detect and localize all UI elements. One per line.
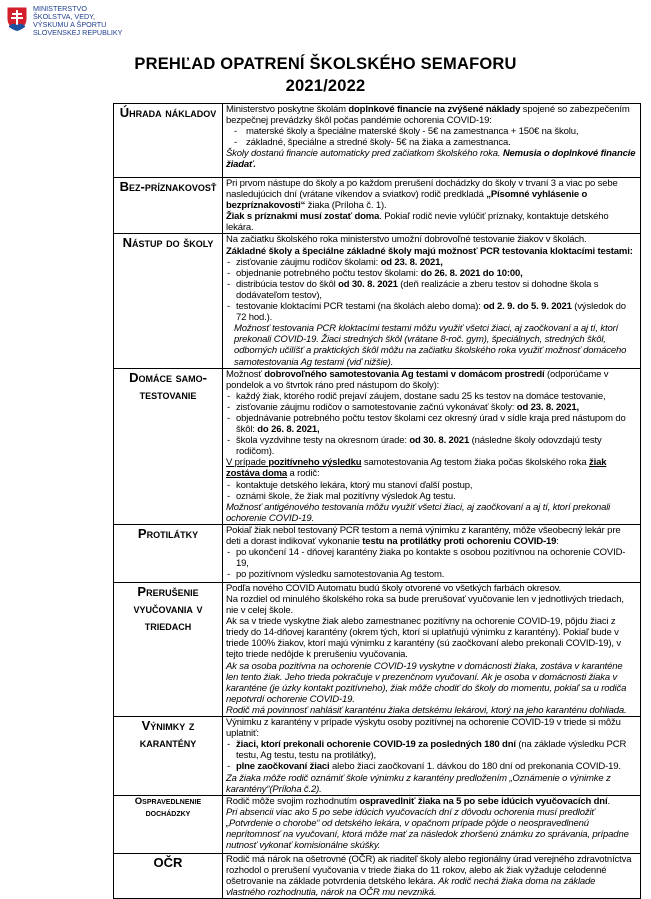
row-ospravedlnenie <box>114 795 641 853</box>
list-item: - objednanie potrebného počtu testov školami: do 26. 8. 2021 do 10:00, <box>226 268 637 279</box>
row-content: Rodič má nárok na ošetrovné (OČR) ak riaditeľ školy alebo regionálny úrad verejného zdravotníctva rozhodol o prerušení vyučovania v triede žiaka do 11 rokov, alebo ak žiak vyžaduje celodenné ošetrovanie na základe potvrdenia detského lekára. Ak rodič nechá žiaka doma na základe vlastného rozhodnutia, nárok na OČR mu nevzniká. <box>223 853 641 898</box>
row-content: Ministerstvo poskytne školám doplnkové financie na zvýšené náklady spojené so zabezpečením bezpečnej prevádzky škôl počas pandémie ochorenia COVID-19: - materské školy a špeciálne materské školy - 5€ na zamestnanca + 150€ na školu, - základné, špeciálne a stredné školy- 5€ na žiaka a zamestnanca. Školy dostanú financie automaticky pred začiatkom školského roka. Nemusia o doplnkové financie žiadať. <box>223 104 641 178</box>
row-label: Výnimky z karantény <box>114 717 223 796</box>
row-label: OČR <box>114 853 223 898</box>
ministry-logo <box>6 4 166 52</box>
ministry-line: MINISTERSTVO <box>33 4 87 13</box>
row-vynimky <box>114 717 641 796</box>
row-label: Domáce samo-testovanie <box>114 368 223 524</box>
page-title: PREHĽAD OPATRENÍ ŠKOLSKÉHO SEMAFORU <box>134 55 517 73</box>
row-bezpriznakovost <box>114 178 641 234</box>
list-item: - zisťovanie záujmu rodičov školami: od 23. 8. 2021, <box>226 257 637 268</box>
row-content: Výnimku z karantény v prípade výskytu osoby pozitívnej na ochorenie COVID-19 v triede si môžu uplatniť: - žiaci, ktorí prekonali ochorenie COVID-19 za posledných 180 dní (na základe výsledku PCR testu, Ag testu, testu na protilátky), - plne zaočkovaní žiaci alebo žiaci zaočkovaní 1. dávkou do 180 dní od prekonania COVID-19. Za žiaka môže rodič oznámiť škole výnimku z karantény predložením „Oznámenie o výnimke z karantény“(Príloha č.2). <box>223 717 641 796</box>
list-item: - oznámi škole, že žiak mal pozitívny výsledok Ag testu. <box>226 491 637 502</box>
row-content: Pri prvom nástupe do školy a po každom prerušení dochádzky do školy v trvaní 3 a viac po sebe nasledujúcich dní (vrátane víkendov a sviatkov) rodič predkladá „Písomné vyhlásenie o bezpríznakovosti“ žiaka (Príloha č. 1). Žiak s príznakmi musí zostať doma. Pokiaľ rodič nevie vylúčiť príznaky, kontaktuje detského lekára. <box>223 178 641 234</box>
ministry-line: VÝSKUMU A ŠPORTU <box>33 20 107 29</box>
list-item: - objednávanie potrebného počtu testov školami cez okresný úrad v sídle kraja pred nástupom do škôl: do 26. 8. 2021, <box>226 413 637 435</box>
list-item: - materské školy a špeciálne materské školy - 5€ na zamestnanca + 150€ na školu, <box>226 126 637 137</box>
ministry-name <box>33 5 122 37</box>
row-label: Protilátky <box>114 524 223 582</box>
row-label: Ospravedlnenie dochádzky <box>114 795 223 853</box>
row-label: Úhrada nákladov <box>114 104 223 178</box>
page-title-year: 2021/2022 <box>285 77 366 95</box>
list-item: - po pozitívnom výsledku samotestovania Ag testom. <box>226 569 637 580</box>
row-nastup <box>114 234 641 368</box>
list-item: - po ukončení 14 - dňovej karantény žiaka po kontakte s osobou pozitívnou na ochorenie COVID-19, <box>226 547 637 569</box>
row-label: Prerušenie vyučovania v triedach <box>114 582 223 716</box>
list-item: - žiaci, ktorí prekonali ochorenie COVID-19 za posledných 180 dní (na základe výsledku PCR testu, Ag testu, testu na protilátky), <box>226 739 637 761</box>
list-item: - základné, špeciálne a stredné školy- 5€ na žiaka a zamestnanca. <box>226 137 637 148</box>
row-content: Možnosť dobrovoľného samotestovania Ag testami v domácom prostredí (odporúčame v pondelok a vo štvrtok ráno pred nástupom do školy): - každý žiak, ktorého rodič prejaví záujem, dostane sadu 25 ks testov na domáce testovanie, - zisťovanie záujmu rodičov o samotestovanie začnú vykonávať školy: od 23. 8. 2021, - objednávanie potrebného počtu testov školami cez okresný úrad v sídle kraja pred nástupom do škôl: do 26. 8. 2021, - škola vyzdvihne testy na okresnom úrade: od 30. 8. 2021 (následne školy odovzdajú testy rodičom). V prípade pozitívneho výsledku samotestovania Ag testom žiaka počas školského roka žiak zostáva doma a rodič: - kontaktuje detského lekára, ktorý mu stanoví ďalší postup, - oznámi škole, že žiak mal pozitívny výsledok Ag testu. Možnosť antigénového testovania môžu využiť všetci žiaci, aj zaočkovaní a aj tí, ktorí prekonali ochorenie COVID-19. <box>223 368 641 524</box>
list-item: - zisťovanie záujmu rodičov o samotestovanie začnú vykonávať školy: od 23. 8. 2021, <box>226 402 637 413</box>
list-item: - kontaktuje detského lekára, ktorý mu stanoví ďalší postup, <box>226 480 637 491</box>
row-domace <box>114 368 641 524</box>
ministry-line: ŠKOLSTVA, VEDY, <box>33 12 96 21</box>
list-item: - plne zaočkovaní žiaci alebo žiaci zaočkovaní 1. dávkou do 180 dní od prekonania COVID-19. <box>226 761 637 772</box>
list-item: - každý žiak, ktorého rodič prejaví záujem, dostane sadu 25 ks testov na domáce testovanie, <box>226 391 637 402</box>
list-item: - testovanie kloktacími PCR testami (na školách alebo doma): od 2. 9. do 5. 9. 2021 (výsledok do 72 hod.). <box>226 301 637 323</box>
slovak-crest-icon <box>6 6 28 32</box>
list-item: - škola vyzdvihne testy na okresnom úrade: od 30. 8. 2021 (následne školy odovzdajú testy rodičom). <box>226 435 637 457</box>
ministry-line: SLOVENSKEJ REPUBLIKY <box>33 28 123 37</box>
row-content: Pokiaľ žiak nebol testovaný PCR testom a nemá výnimku z karantény, môže všeobecný lekár pre deti a dorast indikovať vykonanie testu na protilátky proti ochoreniu COVID-19: - po ukončení 14 - dňovej karantény žiaka po kontakte s osobou pozitívnou na ochorenie COVID-19, - po pozitívnom výsledku samotestovania Ag testom. <box>223 524 641 582</box>
row-prerusenie <box>114 582 641 716</box>
row-content: Na začiatku školského roka ministerstvo umožní dobrovoľné testovanie žiakov v školách. Základné školy a špeciálne základné školy majú možnosť PCR testovania kloktacími testami: - zisťovanie záujmu rodičov školami: od 23. 8. 2021, - objednanie potrebného počtu testov školami: do 26. 8. 2021 do 10:00, - distribúcia testov do škôl od 30. 8. 2021 (deň realizácie a zberu testov si dohodne škola s dodávateľom testov), - testovanie kloktacími PCR testami (na školách alebo doma): od 2. 9. do 5. 9. 2021 (výsledok do 72 hod.). Možnosť testovania PCR kloktacími testami môžu využiť všetci žiaci, aj zaočkovaní a aj tí, ktorí prekonali COVID-19. Žiaci stredných škôl (vrátane 8-roč. gym), špeciálnych, stredných škôl, odborných učilíšť a praktických škôl môžu na začiatku školského roka využiť možnosť domáceho samotestovania Ag testami (viď nižšie). <box>223 234 641 368</box>
measures-table <box>113 103 641 899</box>
list-item: - distribúcia testov do škôl od 30. 8. 2021 (deň realizácie a zberu testov si dohodne škola s dodávateľom testov), <box>226 279 637 301</box>
row-protilatky <box>114 524 641 582</box>
row-label: Nástup do školy <box>114 234 223 368</box>
row-content: Rodič môže svojim rozhodnutím ospravedlniť žiaka na 5 po sebe idúcich vyučovacích dní. Pri absencii viac ako 5 po sebe idúcich vyučovacích dní z dôvodu ochorenia musí predložiť „Potvrdenie o chorobe“ od detského lekára, v opačnom prípade pôjde o neospravedlnenú neprítomnosť na vyučovaní, ktorá môže mať za následok zhoršenú známku zo správania, prípadne nutnosť vykonať komisionálne skúšky. <box>223 795 641 853</box>
row-content: Podľa nového COVID Automatu budú školy otvorené vo všetkých farbách okresov. Na rozdiel od minulého školského roka sa bude prerušovať vyučovanie len v jednotlivých triedach, nie v celej škole. Ak sa v triede vyskytne žiak alebo zamestnanec pozitívny na ochorenie COVID-19, pôjdu žiaci z triedy do 14-dňovej karantény (okrem tých, ktorí si uplatňujú výnimku z karantény). Pokiaľ bude v triede 100% žiakov, ktorí majú výnimku z karantény (sú zaočkovaní alebo prekonali COVID-19), v tejto triede nedôjde k prerušeniu vyučovania. Ak sa osoba pozitívna na ochorenie COVID-19 vyskytne v domácnosti žiaka, zostáva v karanténe len tento žiak. Jeho trieda pokračuje v prezenčnom vyučovaní. Ak je osoba v domácnosti žiaka v karanténe (je úzky kontakt pozitívneho), žiak môže chodiť do školy do momentu, pokiaľ sa u rodiča nepotvrdí ochorenie COVID-19. Rodič má povinnosť nahlásiť karanténu žiaka detskému lekárovi, ktorý na jeho karanténu dohliada. <box>223 582 641 716</box>
row-ocr <box>114 853 641 898</box>
row-label: Bez-príznakovosť <box>114 178 223 234</box>
row-uhrada <box>114 104 641 178</box>
